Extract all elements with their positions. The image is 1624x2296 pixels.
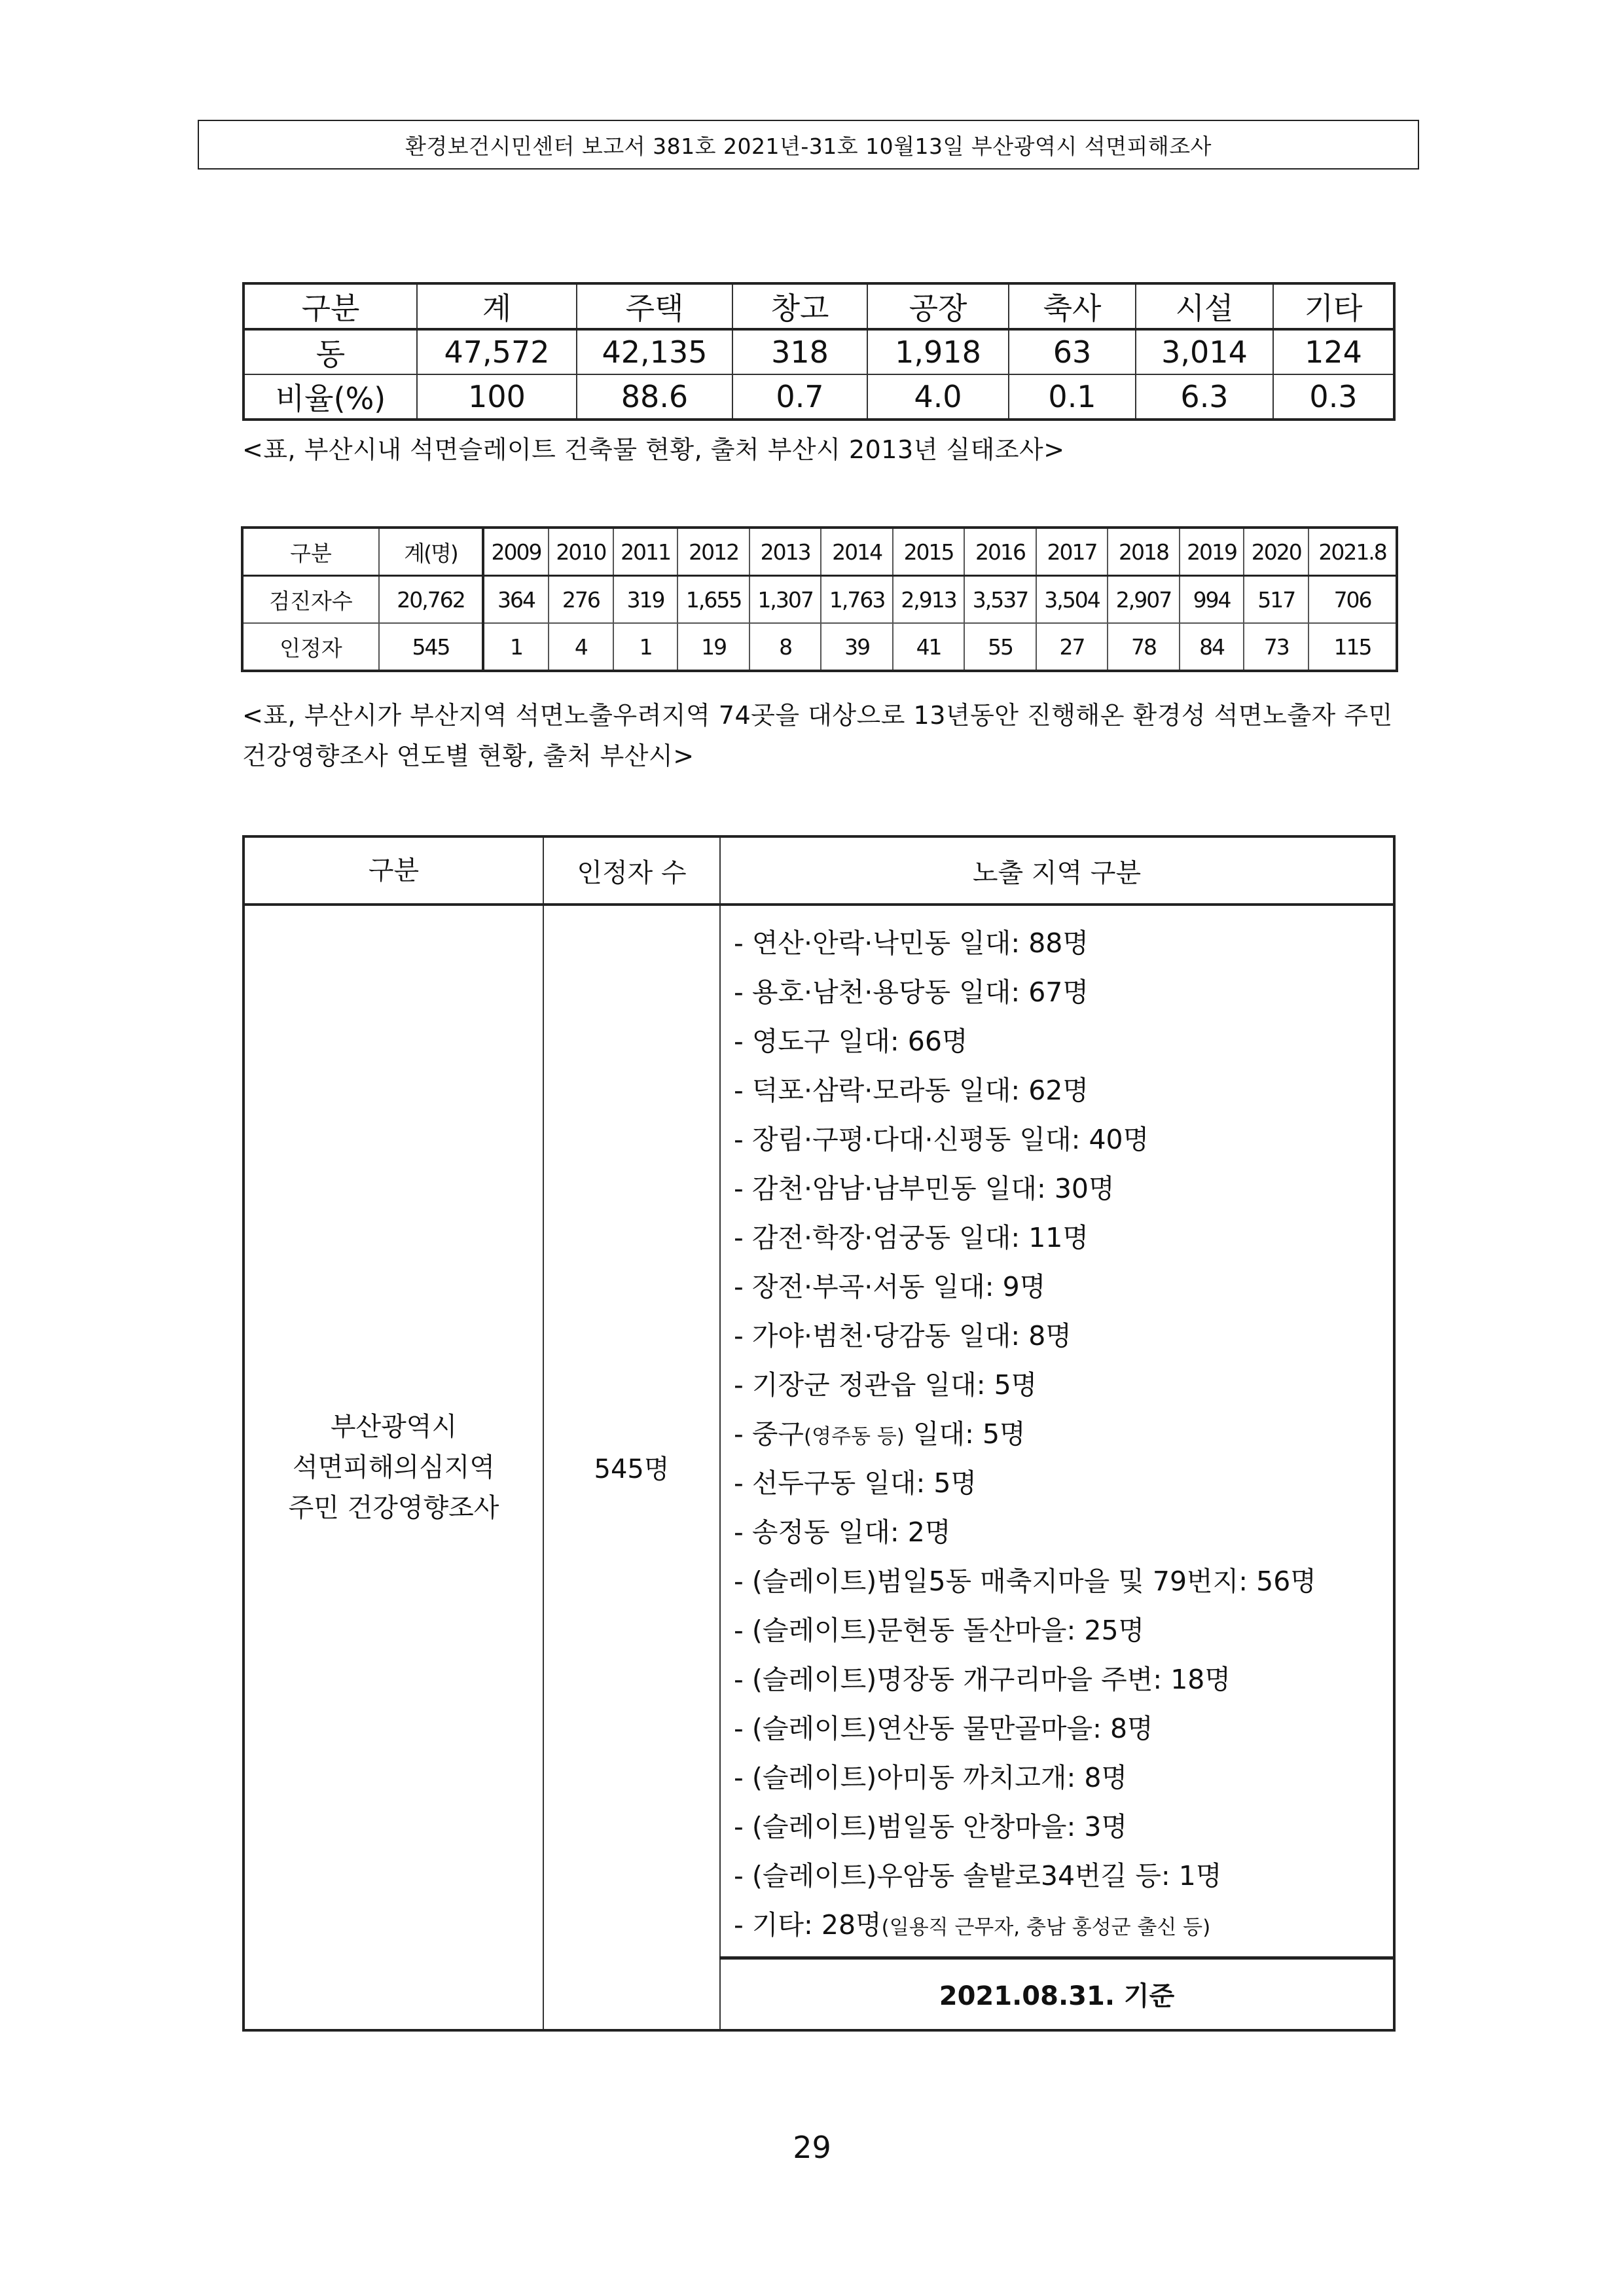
table-cell: 비율(%): [244, 374, 417, 420]
list-item: - 감전·학장·엄궁동 일대: 11명: [734, 1222, 1089, 1253]
category-line: 주민 건강영향조사: [288, 1492, 499, 1523]
region-note: (영주동 등): [804, 1425, 905, 1448]
header-cell: 계(명): [379, 528, 483, 576]
category-cell: [244, 905, 543, 2030]
reference-date: 2021.08.31. 기준: [720, 1958, 1394, 2030]
table-cell: 1,918: [867, 329, 1009, 374]
table-cell: 73: [1244, 623, 1308, 671]
table-cell: 545: [379, 623, 483, 671]
table-cell: 27: [1036, 623, 1108, 671]
header-cell: 2020: [1244, 528, 1308, 576]
table-cell: 319: [613, 576, 678, 624]
list-item: - (슬레이트)범일동 안창마을: 3명: [734, 1811, 1128, 1842]
region-text: - 중구: [734, 1418, 804, 1450]
header-cell: 창고: [732, 283, 867, 329]
table-cell: 55: [964, 623, 1036, 671]
header-cell: 2015: [893, 528, 964, 576]
table-cell: 0.7: [732, 374, 867, 420]
header-cell: 축사: [1009, 283, 1136, 329]
table-cell: 인정자: [242, 623, 379, 671]
header-cell: 2013: [749, 528, 821, 576]
header-cell: 2009: [483, 528, 549, 576]
header-cell: 구분: [242, 528, 379, 576]
table-cell: 1: [483, 623, 549, 671]
table-cell: 78: [1108, 623, 1179, 671]
header-cell: 주택: [577, 283, 732, 329]
table-cell: 검진자수: [242, 576, 379, 624]
table-row: [242, 623, 1397, 671]
list-item: - 덕포·삼락·모라동 일대: 62명: [734, 1075, 1089, 1106]
table-cell: 1,763: [821, 576, 892, 624]
table-row: [244, 329, 1394, 374]
table-cell: 20,762: [379, 576, 483, 624]
header-cell: 2016: [964, 528, 1036, 576]
slate-building-table: [242, 282, 1396, 421]
list-item: - (슬레이트)문현동 돌산마을: 25명: [734, 1615, 1145, 1646]
table-cell: 276: [549, 576, 613, 624]
header-cell: 2014: [821, 528, 892, 576]
list-item: - (슬레이트)연산동 물만골마을: 8명: [734, 1713, 1153, 1744]
table-cell: 115: [1308, 623, 1397, 671]
table-cell: 1: [613, 623, 678, 671]
list-item: - 송정동 일대: 2명: [734, 1516, 951, 1548]
region-list: [720, 905, 1394, 1958]
list-item: - 장전·부곡·서동 일대: 9명: [734, 1271, 1046, 1302]
table-cell: 2,907: [1108, 576, 1179, 624]
region-note: (일용직 근무자, 충남 홍성군 출신 등): [881, 1916, 1211, 1939]
table-cell: 6.3: [1136, 374, 1273, 420]
table-row: [244, 905, 1394, 1958]
header-cell: 시설: [1136, 283, 1273, 329]
list-item: - 감천·암남·남부민동 일대: 30명: [734, 1173, 1115, 1204]
header-cell: 2021.8: [1308, 528, 1397, 576]
exposure-region-table: [242, 835, 1396, 2032]
header-cell: 계: [417, 283, 577, 329]
table-cell: 1,307: [749, 576, 821, 624]
report-header: 환경보건시민센터 보고서 381호 2021년-31호 10월13일 부산광역시 석면피해조사: [198, 120, 1419, 170]
page-number: 29: [793, 2130, 831, 2165]
table-row: [244, 374, 1394, 420]
table-cell: 364: [483, 576, 549, 624]
list-item: - (슬레이트)아미동 까치고개: 8명: [734, 1762, 1128, 1793]
table-cell: 42,135: [577, 329, 732, 374]
table-cell: 318: [732, 329, 867, 374]
list-item: - 용호·남천·용당동 일대: 67명: [734, 977, 1089, 1008]
table-cell: 8: [749, 623, 821, 671]
table-cell: 3,014: [1136, 329, 1273, 374]
list-item: - 가야·범천·당감동 일대: 8명: [734, 1320, 1072, 1352]
header-cell: 공장: [867, 283, 1009, 329]
list-item: - 장림·구평·다대·신평동 일대: 40명: [734, 1124, 1149, 1155]
table-cell: 63: [1009, 329, 1136, 374]
header-cell: 구분: [244, 283, 417, 329]
list-item: [734, 1901, 1393, 1950]
list-item: - (슬레이트)범일5동 매축지마을 및 79번지: 56명: [734, 1566, 1316, 1597]
table-row: [242, 576, 1397, 624]
table-cell: 0.3: [1273, 374, 1394, 420]
category-line: 부산광역시: [330, 1411, 458, 1442]
table-cell: 517: [1244, 576, 1308, 624]
header-cell: 2018: [1108, 528, 1179, 576]
header-cell: 2019: [1180, 528, 1244, 576]
list-item: [734, 1410, 1393, 1459]
list-item: - 연산·안락·낙민동 일대: 88명: [734, 927, 1089, 959]
category-line: 석면피해의심지역: [292, 1452, 496, 1482]
region-text: 일대: 5명: [904, 1418, 1026, 1450]
header-cell: 기타: [1273, 283, 1394, 329]
list-item: - 영도구 일대: 66명: [734, 1026, 968, 1057]
table-cell: 84: [1180, 623, 1244, 671]
list-item: - 선두구동 일대: 5명: [734, 1467, 977, 1499]
table-header-row: [244, 283, 1394, 329]
health-survey-yearly-table: [241, 526, 1398, 672]
table-cell: 1,655: [677, 576, 749, 624]
table-cell: 3,504: [1036, 576, 1108, 624]
table-cell: 4.0: [867, 374, 1009, 420]
header-cell: 구분: [244, 836, 543, 905]
table-cell: 19: [677, 623, 749, 671]
table-cell: 47,572: [417, 329, 577, 374]
list-item: - 기장군 정관읍 일대: 5명: [734, 1369, 1038, 1401]
table-cell: 2,913: [893, 576, 964, 624]
count-cell: 545명: [543, 905, 720, 2030]
header-cell: 2017: [1036, 528, 1108, 576]
table-cell: 39: [821, 623, 892, 671]
table-header-row: [244, 836, 1394, 905]
table-cell: 동: [244, 329, 417, 374]
table-cell: 100: [417, 374, 577, 420]
table-cell: 3,537: [964, 576, 1036, 624]
table1-caption: <표, 부산시내 석면슬레이트 건축물 현황, 출처 부산시 2013년 실태조사>: [242, 435, 1065, 464]
table-cell: 706: [1308, 576, 1397, 624]
header-cell: 인정자 수: [543, 836, 720, 905]
header-cell: 노출 지역 구분: [720, 836, 1394, 905]
list-item: - (슬레이트)우암동 솔밭로34번길 등: 1명: [734, 1860, 1222, 1892]
table-cell: 994: [1180, 576, 1244, 624]
table-cell: 124: [1273, 329, 1394, 374]
table-cell: 88.6: [577, 374, 732, 420]
header-cell: 2011: [613, 528, 678, 576]
header-cell: 2010: [549, 528, 613, 576]
table2-caption: <표, 부산시가 부산지역 석면노출우려지역 74곳을 대상으로 13년동안 진행해온 환경성 석면노출자 주민건강영향조사 연도별 현황, 출처 부산시>: [242, 701, 1393, 770]
table-cell: 41: [893, 623, 964, 671]
table-header-row: [242, 528, 1397, 576]
table-cell: 0.1: [1009, 374, 1136, 420]
header-cell: 2012: [677, 528, 749, 576]
region-text: - 기타: 28명: [734, 1909, 882, 1941]
list-item: - (슬레이트)명장동 개구리마을 주변: 18명: [734, 1664, 1231, 1695]
table-cell: 4: [549, 623, 613, 671]
